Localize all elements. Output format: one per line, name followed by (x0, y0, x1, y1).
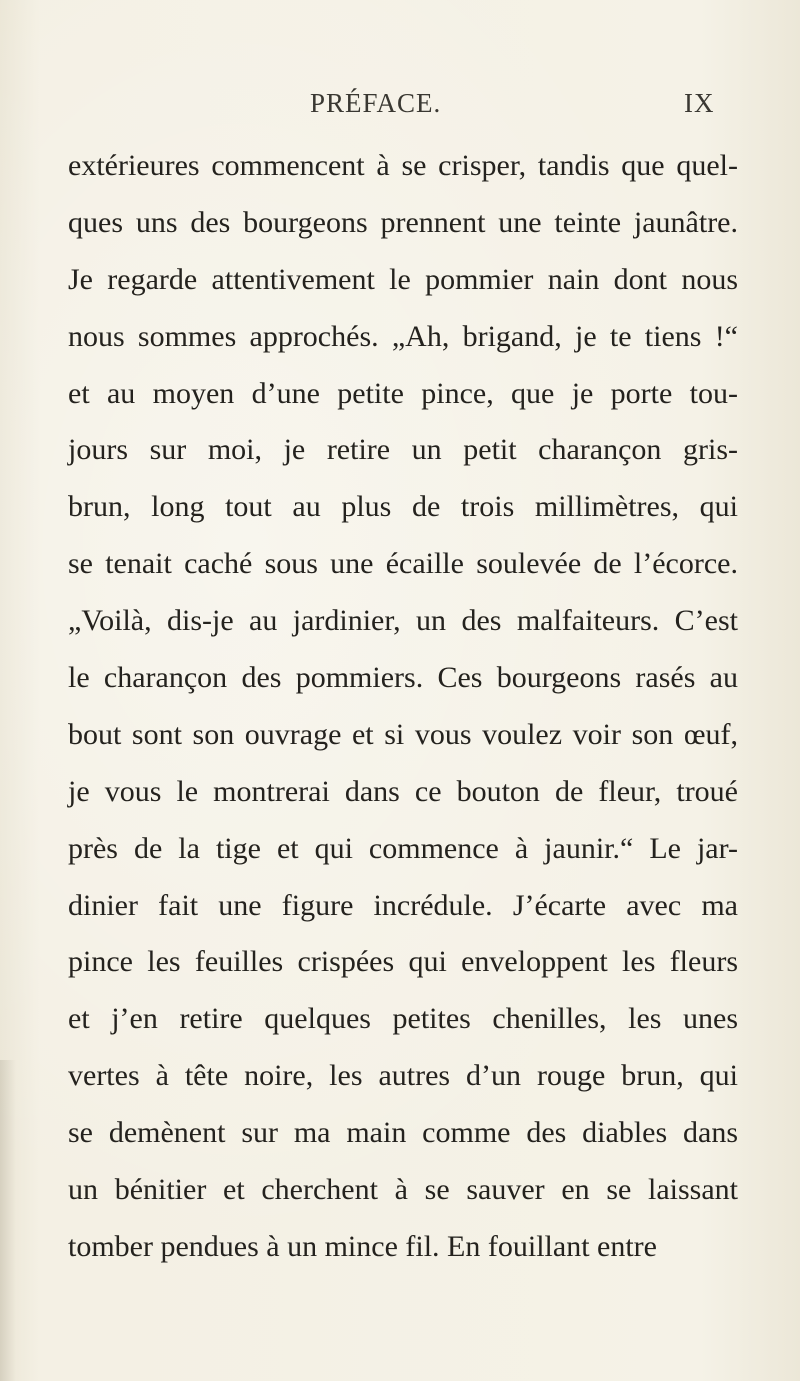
body-text (68, 138, 738, 1276)
running-title: PRÉFACE. (310, 88, 442, 118)
text-line: se tenait caché sous une écaille soulevée de l’écorce. (68, 547, 738, 581)
text-line: jours sur moi, je retire un petit charançon gris- (68, 433, 738, 467)
text-line: tomber pendues à un mince fil. En fouillant entre (68, 1229, 657, 1263)
running-header (0, 88, 800, 128)
text-line: Je regarde attentivement le pommier nain dont nous (68, 262, 738, 296)
text-line: „Voilà, dis-je au jardinier, un des malfaiteurs. C’est (68, 604, 738, 638)
text-line: ques uns des bourgeons prennent une teinte jaunâtre. (68, 205, 738, 239)
text-line: près de la tige et qui commence à jaunir.“ Le jar- (68, 831, 738, 865)
text-line: un bénitier et cherchent à se sauver en se laissant (68, 1173, 738, 1207)
text-line: et au moyen d’une petite pince, que je porte tou- (68, 376, 738, 410)
text-line: je vous le montrerai dans ce bouton de fleur, troué (68, 774, 738, 808)
text-line: vertes à tête noire, les autres d’un rouge brun, qui (68, 1059, 738, 1093)
page-number: IX (684, 88, 715, 118)
page-edge-shadow (0, 1060, 16, 1381)
text-line: pince les feuilles crispées qui enveloppent les fleurs (68, 945, 738, 979)
text-line: dinier fait une figure incrédule. J’écarte avec ma (68, 888, 738, 922)
text-line: brun, long tout au plus de trois millimètres, qui (68, 490, 738, 524)
text-line: le charançon des pommiers. Ces bourgeons rasés au (68, 661, 738, 695)
text-line: extérieures commencent à se crisper, tandis que quel- (68, 149, 738, 182)
text-line: se demènent sur ma main comme des diables dans (68, 1116, 738, 1150)
text-line: et j’en retire quelques petites chenilles, les unes (68, 1002, 738, 1036)
text-line: bout sont son ouvrage et si vous voulez voir son œuf, (68, 717, 738, 751)
text-line: nous sommes approchés. „Ah, brigand, je te tiens !“ (68, 319, 738, 353)
